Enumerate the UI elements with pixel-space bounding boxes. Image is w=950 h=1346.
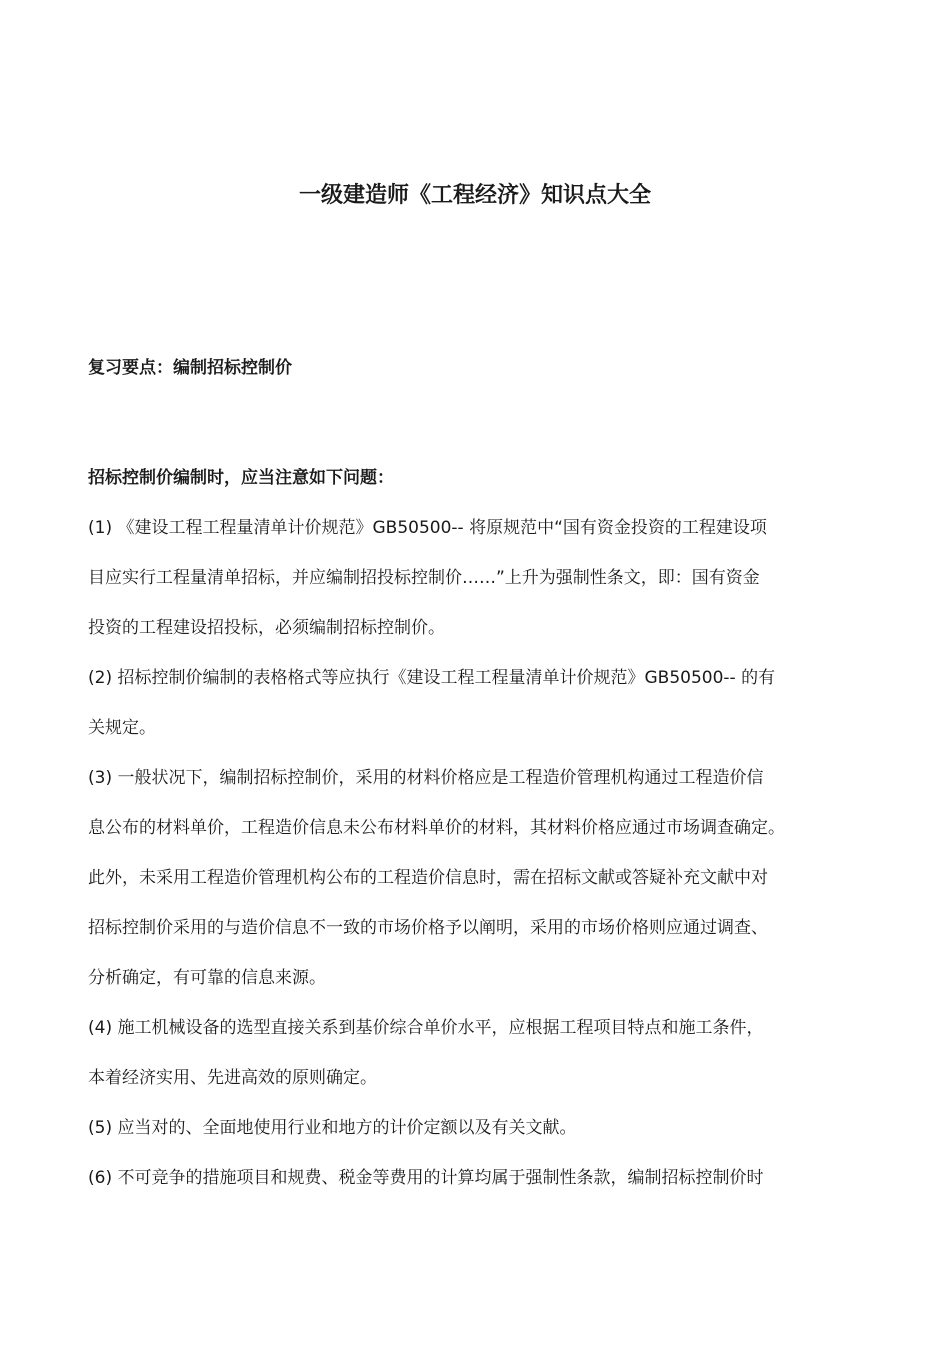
item-6-line-1: (6) 不可竞争的措施项目和规费、税金等费用的计算均属于强制性条款，编制招标控制价时 <box>88 1168 764 1188</box>
item-3-line-2: 息公布的材料单价，工程造价信息未公布材料单价的材料，其材料价格应通过市场调查确定。 <box>88 818 785 838</box>
item-1-line-2: 目应实行工程量清单招标，并应编制招投标控制价……”上升为强制性条文，即：国有资金 <box>88 568 760 588</box>
document-body <box>88 453 878 1203</box>
item-2 <box>88 653 878 753</box>
intro-paragraph: 招标控制价编制时，应当注意如下问题： <box>88 468 394 488</box>
item-2-line-2: 关规定。 <box>88 718 156 738</box>
item-1-line-1: (1) 《建设工程工程量清单计价规范》GB50500-- 将原规范中“国有资金投资的工程建设项 <box>88 518 767 538</box>
item-6 <box>88 1153 878 1203</box>
item-4 <box>88 1003 878 1103</box>
item-3-line-5: 分析确定，有可靠的信息来源。 <box>88 968 326 988</box>
review-heading: 复习要点：编制招标控制价 <box>88 358 292 378</box>
item-3-line-3: 此外，未采用工程造价管理机构公布的工程造价信息时，需在招标文献或答疑补充文献中对 <box>88 868 768 888</box>
item-5-line-1: (5) 应当对的、全面地使用行业和地方的计价定额以及有关文献。 <box>88 1118 577 1138</box>
item-2-line-1: (2) 招标控制价编制的表格格式等应执行《建设工程工程量清单计价规范》GB50500-- 的有 <box>88 668 776 688</box>
item-3-line-1: (3) 一般状况下，编制招标控制价，采用的材料价格应是工程造价管理机构通过工程造价信 <box>88 768 764 788</box>
item-4-line-1: (4) 施工机械设备的选型直接关系到基价综合单价水平，应根据工程项目特点和施工条件， <box>88 1018 764 1038</box>
item-3 <box>88 753 878 1003</box>
item-4-line-2: 本着经济实用、先进高效的原则确定。 <box>88 1068 377 1088</box>
item-3-line-4: 招标控制价采用的与造价信息不一致的市场价格予以阐明，采用的市场价格则应通过调查、 <box>88 918 768 938</box>
item-5 <box>88 1103 878 1153</box>
item-1 <box>88 503 878 653</box>
item-1-line-3: 投资的工程建设招投标，必须编制招标控制价。 <box>88 618 445 638</box>
document-title: 一级建造师《工程经济》知识点大全 <box>298 183 651 208</box>
